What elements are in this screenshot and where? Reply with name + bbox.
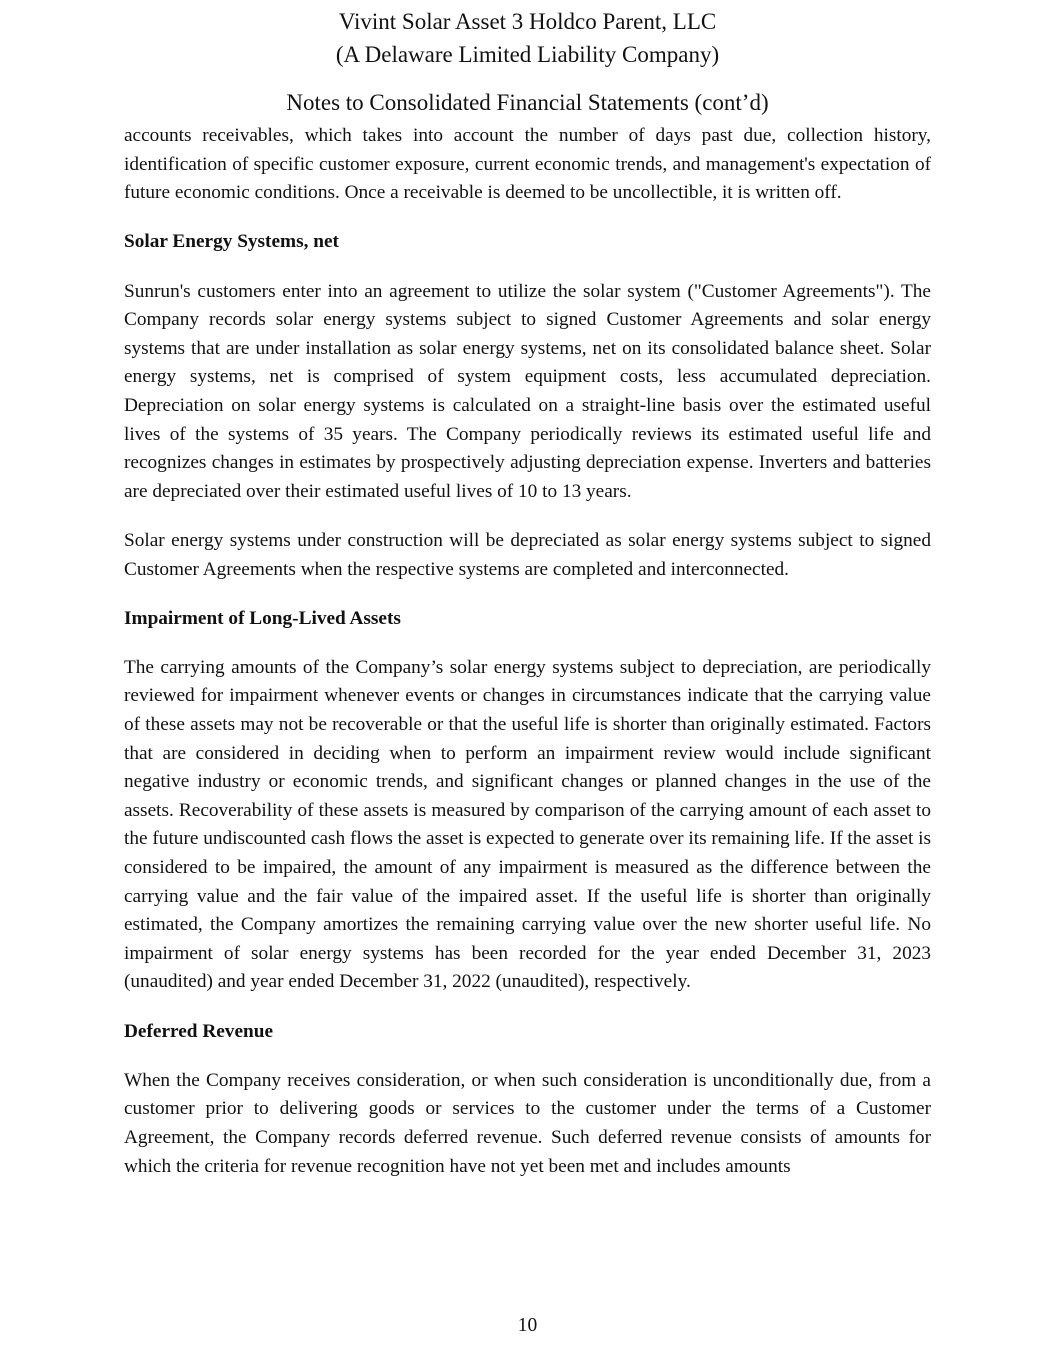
section-title: Notes to Consolidated Financial Statements (cont’d) xyxy=(286,90,769,115)
heading-impairment: Impairment of Long-Lived Assets xyxy=(124,607,401,629)
paragraph-impairment: The carrying amounts of the Company’s solar energy systems subject to depreciation, are periodically reviewed for impairment whenever events or changes in circumstances indicate that the carrying value of these assets may not be recoverable or that the useful life is shorter than originally estimated. Factors that are considered in deciding when to perform an impairment review would include significant negative industry or economic trends, and significant changes or planned changes in the use of the assets. Recoverability of these assets is measured by comparison of the carrying amount of each asset to the future undiscounted cash flows the asset is expected to generate over its remaining life. If the asset is considered to be impaired, the amount of any impairment is measured as the difference between the carrying value and the fair value of the impaired asset. If the useful life is shorter than originally estimated, the Company amortizes the remaining carrying value over the new shorter useful life. No impairment of solar energy systems has been recorded for the year ended December 31, 2023 (unaudited) and year ended December 31, 2022 (unaudited), respectively. xyxy=(124,656,931,993)
heading-deferred-revenue: Deferred Revenue xyxy=(124,1020,274,1042)
entity-type: (A Delaware Limited Liability Company) xyxy=(335,42,720,67)
paragraph-solar-energy-systems-1: Sunrun's customers enter into an agreement to utilize the solar system ("Customer Agreements"). The Company records solar energy systems subject to signed Customer Agreements and solar energy systems that are under installation as solar energy systems, net on its consolidated balance sheet. Solar energy systems, net is comprised of system equipment costs, less accumulated depreciation. Depreciation on solar energy systems is calculated on a straight-line basis over the estimated useful lives of the systems of 35 years. The Company periodically reviews its estimated useful life and recognizes changes in estimates by prospectively adjusting depreciation expense. Inverters and batteries are depreciated over their estimated useful lives of 10 to 13 years. xyxy=(124,280,931,502)
heading-solar-energy-systems: Solar Energy Systems, net xyxy=(124,231,339,253)
company-name: Vivint Solar Asset 3 Holdco Parent, LLC xyxy=(338,9,717,34)
continuation-paragraph: accounts receivables, which takes into account the number of days past due, collection history, identification of specific customer exposure, current economic trends, and management's expectation of future economic conditions. Once a receivable is deemed to be uncollectible, it is written off. xyxy=(124,125,931,204)
document-body xyxy=(124,122,931,1202)
paragraph-deferred-revenue: When the Company receives consideration, or when such consideration is unconditionally due, from a customer prior to delivering goods or services to the customer under the terms of a Customer Agreement, the Company records deferred revenue. Such deferred revenue consists of amounts for which the criteria for revenue recognition have not yet been met and includes amounts xyxy=(124,1069,931,1177)
page-number: 10 xyxy=(517,1315,538,1336)
paragraph-solar-energy-systems-2: Solar energy systems under construction will be depreciated as solar energy systems subject to signed Customer Agreements when the respective systems are completed and interconnected. xyxy=(124,529,931,580)
